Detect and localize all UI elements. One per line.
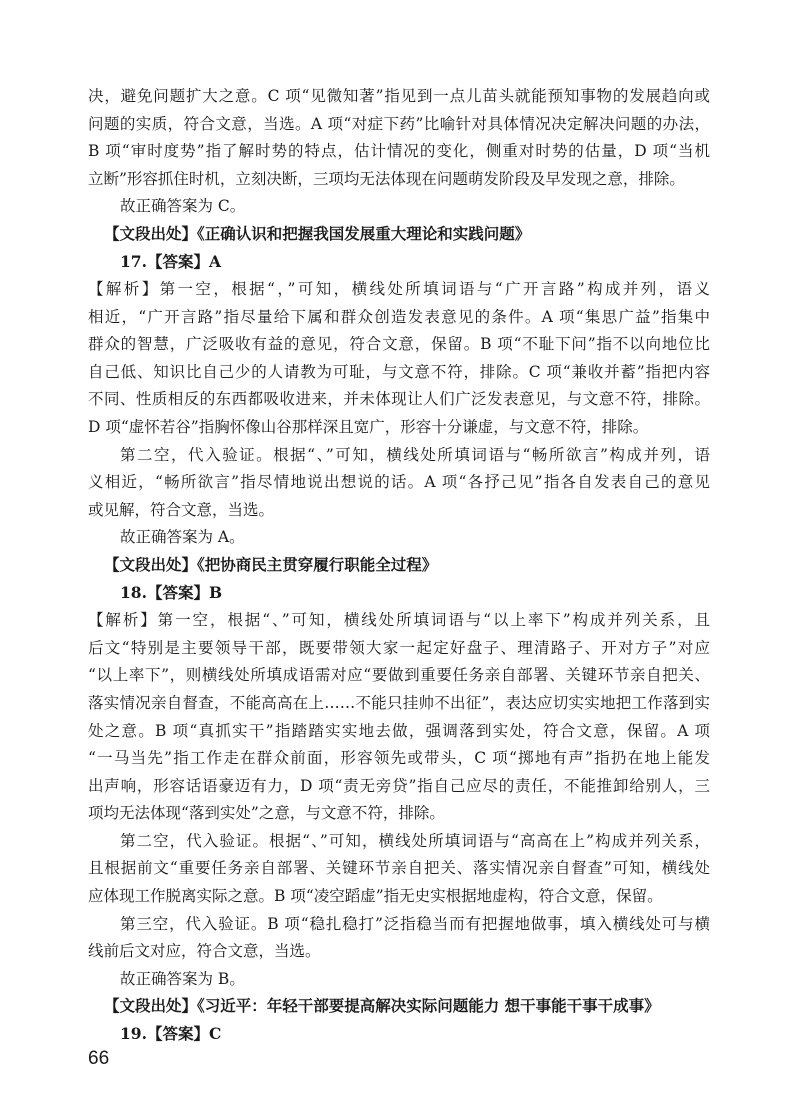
text-line: 故正确答案为 B。: [120, 970, 245, 988]
question-answer-17: 17.【答案】A: [120, 252, 221, 271]
text-line: 【文段出处】《习近平：年轻干部要提高解决实际问题能力 想干事能干事干成事》: [104, 996, 660, 1015]
text-line: “以上率下”，则横线处所填成语需对应“要做到重要任务亲自部署、关键环节亲自把关、: [88, 666, 710, 684]
text-line: 线前后文对应，符合文意，当选。: [88, 942, 321, 960]
text-line: 且根据前文“重要任务亲自部署、关键环节亲自把关、落实情况亲自督查”可知，横线处: [88, 859, 710, 877]
text-line: 应体现工作脱离实际之意。B 项“凌空蹈虚”指无史实根据地虚构，符合文意，保留。: [88, 887, 663, 905]
text-line: 不同、性质相反的东西都吸收进来，并未体现让人们广泛发表意见，与文意不符，排除。: [88, 390, 710, 408]
text-line: 处之意。B 项“真抓实干”指踏踏实实地去做，强调落到实处，符合文意，保留。A 项: [88, 722, 710, 740]
text-line: 自己低、知识比自己少的人请教为可耻，与文意不符，排除。C 项“兼收并蓄”指把内容: [88, 363, 710, 381]
text-line: 义相近，“畅所欲言”指尽情地说出想说的话。A 项“各抒己见”指各自发表自己的意见: [88, 473, 710, 491]
text-line: B 项“审时度势”指了解时势的特点，估计情况的变化，侧重对时势的估量，D 项“当机: [88, 142, 710, 160]
text-line: D 项“虚怀若谷”指胸怀像山谷那样深且宽广，形容十分谦虚，与文意不符，排除。: [88, 418, 649, 436]
text-line: 相近，“广开言路”指尽量给下属和群众创造发表意见的条件。A 项“集思广益”指集中: [88, 308, 710, 326]
text-line: 项均无法体现“落到实处”之意，与文意不符，排除。: [88, 804, 445, 822]
text-line: 立断”形容抓住时机，立刻决断，三项均无法体现在问题萌发阶段及早发现之意，排除。: [88, 170, 685, 188]
text-line: 后文“特别是主要领导干部，既要带领大家一起定好盘子、理清路子、开对方子”对应: [88, 639, 710, 657]
text-line: 群众的智慧，广泛吸收有益的意见，符合文意，保留。B 项“不耻下问”指不以向地位比: [88, 335, 710, 353]
text-line: 落实情况亲自督查，不能高高在上……不能只挂帅不出征”，表达应切实实地把工作落到实: [88, 694, 710, 712]
text-line: 【解析】第一空，根据“、”可知，横线处所填词语与“以上率下”构成并列关系，且: [88, 611, 710, 629]
page-number: 66: [88, 1048, 110, 1069]
text-line: 问题的实质，符合文意，当选。A 项“对症下药”比喻针对具体情况决定解决问题的办法，: [88, 115, 710, 133]
text-line: 【解析】第一空，根据“，”可知，横线处所填词语与“广开言路”构成并列，语义: [88, 280, 710, 298]
source-line: 【文段出处】《把协商民主贯穿履行职能全过程》: [104, 555, 438, 574]
text-line: 第二空，代入验证。根据“、”可知，横线处所填词语与“高高在上”构成并列关系，: [120, 832, 710, 850]
text-line: 第三空，代入验证。B 项“稳扎稳打”泛指稳当而有把握地做事，填入横线处可与横: [120, 915, 710, 933]
source-line: 【文段出处】《正确认识和把握我国发展重大理论和实践问题》: [104, 224, 531, 243]
question-answer-18: 18.【答案】B: [120, 583, 223, 602]
text-line: 决，避免问题扩大之意。C 项“见微知著”指见到一点儿苗头就能预知事物的发展趋向或: [88, 87, 710, 105]
text-line: 第二空，代入验证。根据“、”可知，横线处所填词语与“畅所欲言”构成并列，语: [120, 446, 710, 464]
answer-line: 故正确答案为 C。: [120, 197, 246, 215]
text-line: 出声响，形容话语豪迈有力，D 项“责无旁贷”指自己应尽的责任，不能推卸给别人，三: [88, 777, 710, 795]
answer-line: 故正确答案为 A。: [120, 528, 245, 546]
text-line: 19.【答案】C: [120, 1024, 222, 1043]
text-line: “一马当先”指工作走在群众前面，形容领先或带头，C 项“掷地有声”指扔在地上能发: [88, 749, 710, 767]
text-line: 或见解，符合文意，当选。: [88, 501, 275, 519]
